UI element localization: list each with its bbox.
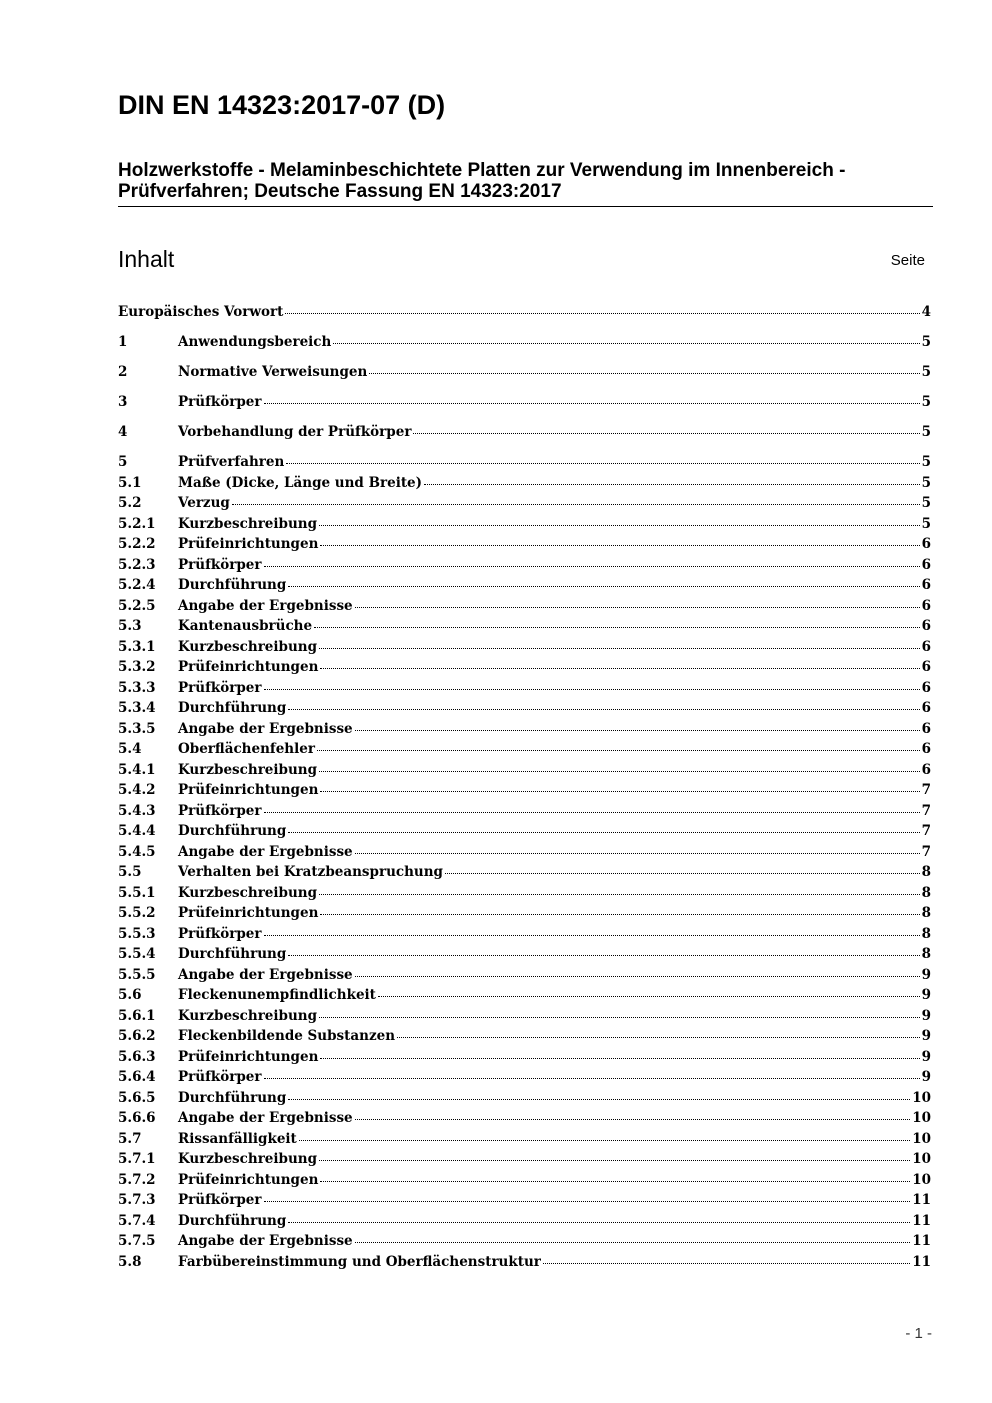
toc-entry-page: 9 [921, 1007, 931, 1024]
toc-entry[interactable] [118, 780, 931, 801]
toc-entry[interactable] [118, 1026, 931, 1047]
toc-dot-leader [319, 893, 920, 895]
toc-entry-label[interactable]: Verhalten bei Kratzbeanspruchung [178, 864, 443, 881]
toc-entry-page: 10 [912, 1171, 931, 1188]
toc-entry[interactable] [118, 739, 931, 760]
toc-entry-page: 6 [921, 741, 931, 758]
toc-entry-page: 10 [912, 1089, 931, 1106]
toc-entry-page: 5 [921, 515, 931, 532]
toc-entry-number: 4 [118, 424, 128, 441]
toc-entry-label[interactable]: Kurzbeschreibung [178, 1151, 318, 1168]
toc-entry-page: 11 [912, 1192, 931, 1209]
toc-dot-leader [413, 432, 919, 434]
toc-entry-number: 5.3.2 [118, 659, 156, 676]
toc-dot-leader [543, 1262, 910, 1264]
toc-entry-page: 9 [921, 1048, 931, 1065]
toc-entry-number: 5.4.4 [118, 823, 156, 840]
toc-entry-number: 5 [118, 454, 128, 471]
toc-entry-page: 8 [921, 884, 931, 901]
toc-entry[interactable] [118, 944, 931, 965]
toc-entry[interactable] [118, 1067, 931, 1088]
toc-entry-page: 6 [921, 556, 931, 573]
toc-entry[interactable] [118, 924, 931, 945]
toc-dot-leader [317, 749, 920, 751]
toc-dot-leader [264, 1077, 920, 1079]
toc-dot-leader [319, 1159, 910, 1161]
toc-entry[interactable] [118, 760, 931, 781]
toc-entry-label[interactable]: Angabe der Ergebnisse [178, 597, 353, 614]
toc-dot-leader [319, 770, 920, 772]
toc-entry-number: 5.4.2 [118, 782, 156, 799]
toc-entry-number: 5.6.6 [118, 1110, 156, 1127]
toc-entry-number: 5.3.1 [118, 638, 156, 655]
toc-entry-label[interactable]: Normative Verweisungen [178, 364, 368, 381]
toc-entry[interactable] [118, 842, 931, 863]
toc-entry[interactable] [118, 1047, 931, 1068]
toc-entry-page: 5 [921, 454, 931, 471]
toc-entry-number: 5.2.2 [118, 536, 156, 553]
toc-entry-page: 6 [921, 618, 931, 635]
toc-entry-page: 6 [921, 638, 931, 655]
toc-entry-number: 5.3 [118, 618, 142, 635]
toc-entry[interactable] [118, 514, 931, 535]
toc-dot-leader [285, 312, 919, 314]
toc-entry-number: 5.4 [118, 741, 142, 758]
toc-entry[interactable] [118, 965, 931, 986]
toc-entry[interactable] [118, 534, 931, 555]
toc-entry-label[interactable]: Anwendungsbereich [178, 334, 332, 351]
toc-entry-label[interactable]: Kurzbeschreibung [178, 638, 318, 655]
toc-entry[interactable] [118, 332, 931, 353]
toc-dot-leader [320, 544, 919, 546]
toc-entry-label[interactable]: Angabe der Ergebnisse [178, 1233, 353, 1250]
toc-entry-page: 5 [921, 474, 931, 491]
toc-entry-page: 10 [912, 1151, 931, 1168]
toc-dot-leader [286, 462, 919, 464]
toc-entry-number: 5.6.2 [118, 1028, 156, 1045]
toc-dot-leader [319, 647, 920, 649]
toc-entry[interactable] [118, 1211, 931, 1232]
toc-dot-leader [424, 483, 920, 485]
toc-entry-label[interactable]: Vorbehandlung der Prüfkörper [178, 424, 412, 441]
toc-dot-leader [264, 1200, 911, 1202]
toc-dot-leader [264, 402, 920, 404]
toc-entry-page: 10 [912, 1110, 931, 1127]
toc-entry-page: 4 [921, 304, 931, 320]
toc-entry-number: 1 [118, 334, 128, 351]
toc-entry-label[interactable]: Farbübereinstimmung und Oberflächenstruktur [178, 1253, 541, 1270]
toc-dot-leader [288, 954, 919, 956]
toc-entry-number: 5.3.3 [118, 679, 156, 696]
toc-entry-label[interactable]: Prüfkörper [178, 394, 262, 411]
toc-entry-page: 5 [921, 394, 931, 411]
toc-entry[interactable] [118, 903, 931, 924]
toc-entry[interactable] [118, 422, 931, 443]
toc-entry-number: 5.6.1 [118, 1007, 156, 1024]
toc-dot-leader [319, 524, 920, 526]
toc-entry-page: 11 [912, 1212, 931, 1229]
toc-entry-number: 5.2 [118, 495, 142, 512]
toc-entry-number: 5.8 [118, 1253, 142, 1270]
toc-entry-label[interactable]: Prüfkörper [178, 802, 262, 819]
toc-entry-page: 6 [921, 720, 931, 737]
toc-entry[interactable] [118, 1252, 931, 1273]
toc-entry-label[interactable]: Prüfverfahren [178, 454, 285, 471]
toc-entry-number: 5.5.5 [118, 966, 156, 983]
toc-entry-page: 8 [921, 925, 931, 942]
toc-dot-leader [264, 565, 920, 567]
document-title: DIN EN 14323:2017-07 (D) [118, 90, 446, 120]
toc-entry-label[interactable]: Durchführung [178, 577, 287, 594]
toc-entry-number: 5.2.3 [118, 556, 156, 573]
toc-entry[interactable] [118, 362, 931, 383]
toc-dot-leader [355, 1241, 911, 1243]
toc-entry[interactable] [118, 1088, 931, 1109]
toc-entry-label[interactable]: Verzug [178, 495, 230, 512]
title-divider [118, 206, 933, 207]
toc-entry[interactable] [118, 883, 931, 904]
toc-dot-leader [264, 934, 920, 936]
toc-entry[interactable] [118, 1190, 931, 1211]
toc-entry-page: 9 [921, 966, 931, 983]
toc-entry-page: 10 [912, 1130, 931, 1147]
toc-entry-number: 5.4.1 [118, 761, 156, 778]
toc-entry-page: 7 [921, 823, 931, 840]
toc-entry-page: 5 [921, 495, 931, 512]
toc-entry-label[interactable]: Durchführung [178, 823, 287, 840]
toc-entry-label[interactable]: Oberflächenfehler [178, 741, 315, 758]
toc-entry-label[interactable]: Prüfkörper [178, 1069, 262, 1086]
toc-entry-page: 11 [912, 1233, 931, 1250]
toc-dot-leader [369, 372, 919, 374]
toc-entry[interactable] [118, 698, 931, 719]
toc-entry-page: 7 [921, 782, 931, 799]
toc-entry[interactable] [118, 719, 931, 740]
toc-entry[interactable] [118, 657, 931, 678]
toc-entry-label[interactable]: Fleckenunempfindlichkeit [178, 987, 376, 1004]
page-number: - 1 - [905, 1325, 932, 1342]
toc-entry-label[interactable]: Prüfkörper [178, 679, 262, 696]
toc-entry-label[interactable]: Prüfeinrichtungen [178, 1171, 319, 1188]
toc-entry[interactable] [118, 555, 931, 576]
toc-entry-page: 9 [921, 1069, 931, 1086]
toc-dot-leader [320, 1057, 919, 1059]
toc-dot-leader [232, 503, 920, 505]
toc-entry[interactable] [118, 821, 931, 842]
toc-dot-leader [355, 975, 920, 977]
toc-entry[interactable] [118, 1129, 931, 1150]
toc-entry-label[interactable]: Fleckenbildende Substanzen [178, 1028, 396, 1045]
toc-entry-number: 5.4.5 [118, 843, 156, 860]
document-subtitle: Holzwerkstoffe - Melaminbeschichtete Platten zur Verwendung im Innenbereich - Prüfverfahren; Deutsche Fassung EN 14323:2017 [118, 160, 846, 202]
toc-entry-number: 5.1 [118, 474, 142, 491]
toc-entry-label[interactable]: Angabe der Ergebnisse [178, 843, 353, 860]
toc-entry-page: 6 [921, 577, 931, 594]
toc-dot-leader [320, 667, 919, 669]
toc-entry-number: 5.5.1 [118, 884, 156, 901]
toc-entry-number: 5.5.4 [118, 946, 156, 963]
toc-entry-number: 5.7.5 [118, 1233, 156, 1250]
toc-entry-label[interactable]: Durchführung [178, 946, 287, 963]
toc-dot-leader [445, 872, 920, 874]
toc-entry-number: 5.6.3 [118, 1048, 156, 1065]
toc-entry-label[interactable]: Rissanfälligkeit [178, 1130, 297, 1147]
toc-dot-leader [320, 1180, 910, 1182]
toc-entry[interactable] [118, 473, 931, 494]
toc-entry-page: 8 [921, 905, 931, 922]
toc-entry-number: 5.3.5 [118, 720, 156, 737]
toc-entry[interactable] [118, 637, 931, 658]
toc-dot-leader [378, 995, 920, 997]
toc-entry-page: 5 [921, 424, 931, 441]
toc-entry-number: 5.7.1 [118, 1151, 156, 1168]
toc-entry-number: 5.5.3 [118, 925, 156, 942]
toc-entry-label[interactable]: Prüfeinrichtungen [178, 659, 319, 676]
toc-entry[interactable] [118, 302, 931, 323]
toc-page-column-label: Seite [890, 252, 925, 269]
toc-entry[interactable] [118, 862, 931, 883]
toc-entry-label[interactable]: Prüfkörper [178, 556, 262, 573]
toc-entry[interactable] [118, 493, 931, 514]
toc-entry-label[interactable]: Prüfeinrichtungen [178, 905, 319, 922]
toc-entry-page: 11 [912, 1253, 931, 1270]
toc-dot-leader [288, 708, 919, 710]
toc-entry-label[interactable]: Kantenausbrüche [178, 618, 313, 635]
toc-entry-number: 5.6.4 [118, 1069, 156, 1086]
toc-dot-leader [320, 790, 919, 792]
toc-entry-label[interactable]: Europäisches Vorwort [118, 304, 284, 320]
toc-dot-leader [320, 913, 919, 915]
toc-entry-number: 5.6 [118, 987, 142, 1004]
toc-entry-label[interactable]: Durchführung [178, 1212, 287, 1229]
toc-entry-label[interactable]: Durchführung [178, 700, 287, 717]
toc-entry-number: 5.7.4 [118, 1212, 156, 1229]
toc-entry[interactable] [118, 1149, 931, 1170]
toc-entry[interactable] [118, 678, 931, 699]
toc-entry-number: 5.7.2 [118, 1171, 156, 1188]
toc-dot-leader [355, 606, 920, 608]
toc-entry-page: 6 [921, 597, 931, 614]
toc-entry-number: 5.7 [118, 1130, 142, 1147]
toc-entry[interactable] [118, 985, 931, 1006]
toc-entry-label[interactable]: Kurzbeschreibung [178, 761, 318, 778]
toc-entry[interactable] [118, 596, 931, 617]
toc-entry-number: 5.2.5 [118, 597, 156, 614]
toc-entry-page: 6 [921, 659, 931, 676]
toc-entry-number: 5.3.4 [118, 700, 156, 717]
toc-entry-page: 9 [921, 987, 931, 1004]
toc-entry-number: 5.2.1 [118, 515, 156, 532]
toc-entry-number: 5.5.2 [118, 905, 156, 922]
toc-entry-page: 8 [921, 946, 931, 963]
toc-entry-label[interactable]: Angabe der Ergebnisse [178, 966, 353, 983]
toc-entry[interactable] [118, 1006, 931, 1027]
toc-entry-label[interactable]: Prüfeinrichtungen [178, 536, 319, 553]
toc-dot-leader [288, 1221, 910, 1223]
toc-dot-leader [314, 626, 920, 628]
toc-entry[interactable] [118, 452, 931, 473]
toc-dot-leader [288, 831, 919, 833]
toc-entry-page: 9 [921, 1028, 931, 1045]
toc-dot-leader [355, 852, 920, 854]
toc-entry-number: 5.7.3 [118, 1192, 156, 1209]
toc-entry-label[interactable]: Maße (Dicke, Länge und Breite) [178, 474, 423, 491]
toc-entry-number: 5.2.4 [118, 577, 156, 594]
toc-entry-number: 3 [118, 394, 128, 411]
toc-entry-label[interactable]: Angabe der Ergebnisse [178, 720, 353, 737]
toc-dot-leader [397, 1036, 920, 1038]
toc-entry[interactable] [118, 575, 931, 596]
toc-entry-page: 5 [921, 334, 931, 351]
toc-dot-leader [264, 811, 920, 813]
toc-entry-number: 5.6.5 [118, 1089, 156, 1106]
toc-entry[interactable] [118, 392, 931, 413]
toc-entry-label[interactable]: Prüfkörper [178, 925, 262, 942]
toc-entry-label[interactable]: Kurzbeschreibung [178, 515, 318, 532]
toc-entry-page: 7 [921, 843, 931, 860]
toc-entry-label[interactable]: Durchführung [178, 1089, 287, 1106]
toc-entry-number: 5.4.3 [118, 802, 156, 819]
toc-entry-page: 7 [921, 802, 931, 819]
toc-dot-leader [288, 585, 919, 587]
toc-entry-label[interactable]: Angabe der Ergebnisse [178, 1110, 353, 1127]
toc-entry-page: 6 [921, 761, 931, 778]
toc-entry-label[interactable]: Kurzbeschreibung [178, 1007, 318, 1024]
toc-entry-page: 5 [921, 364, 931, 381]
toc-entry-label[interactable]: Prüfkörper [178, 1192, 262, 1209]
toc-dot-leader [299, 1139, 910, 1141]
toc-dot-leader [355, 729, 920, 731]
toc-dot-leader [319, 1016, 920, 1018]
table-of-contents [118, 302, 931, 1272]
toc-entry[interactable] [118, 801, 931, 822]
toc-entry[interactable] [118, 616, 931, 637]
toc-dot-leader [288, 1098, 910, 1100]
toc-entry-number: 5.5 [118, 864, 142, 881]
toc-entry[interactable] [118, 1108, 931, 1129]
toc-entry-number: 2 [118, 364, 128, 381]
toc-entry-page: 6 [921, 536, 931, 553]
toc-entry[interactable] [118, 1170, 931, 1191]
toc-entry[interactable] [118, 1231, 931, 1252]
toc-entry-label[interactable]: Prüfeinrichtungen [178, 782, 319, 799]
toc-dot-leader [264, 688, 920, 690]
toc-entry-page: 8 [921, 864, 931, 881]
toc-entry-page: 6 [921, 700, 931, 717]
toc-dot-leader [355, 1118, 911, 1120]
toc-entry-label[interactable]: Kurzbeschreibung [178, 884, 318, 901]
toc-entry-page: 6 [921, 679, 931, 696]
toc-dot-leader [333, 342, 919, 344]
toc-entry-label[interactable]: Prüfeinrichtungen [178, 1048, 319, 1065]
toc-heading: Inhalt [118, 246, 175, 272]
